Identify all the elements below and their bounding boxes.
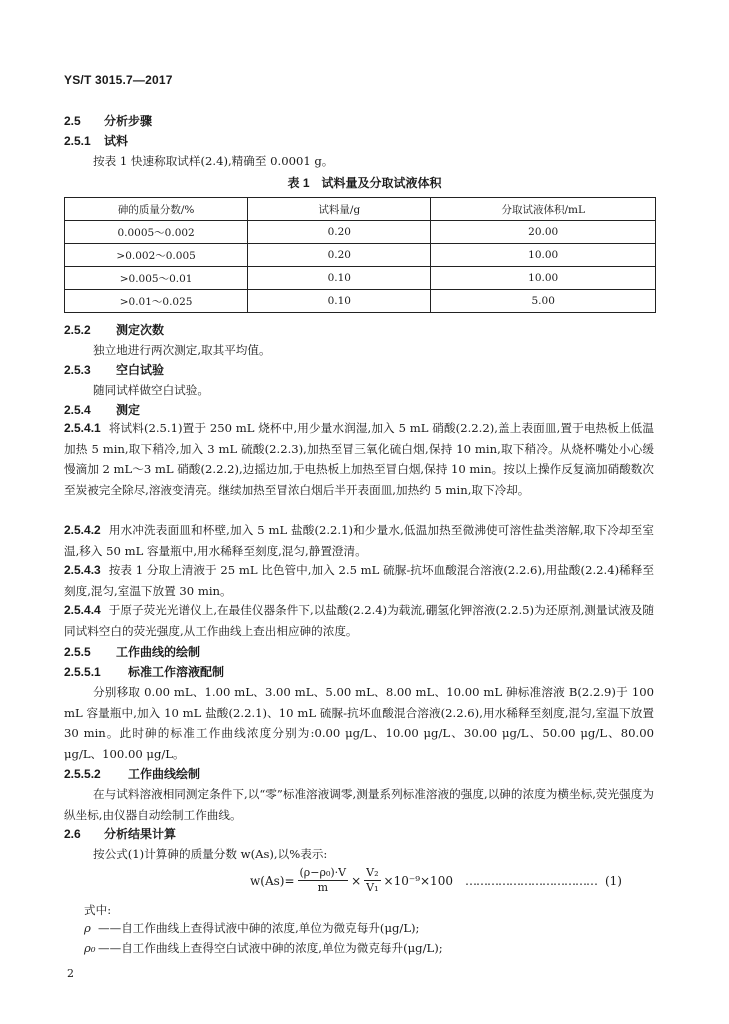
paragraph-2-5-4-3 (64, 560, 654, 601)
paragraph-number: 2.5.4.3 (64, 563, 101, 577)
table-cell: >0.002～0.005 (65, 244, 248, 267)
formula-times: × (351, 873, 362, 888)
section-2-5-5-2-text: 在与试料溶液相同测定条件下,以“零”标准溶液调零,测量系列标准溶液的强度,以砷的浓度为横坐标,荧光强度为纵坐标,由仪器自动绘制工作曲线。 (64, 787, 654, 822)
section-2-5-2-text: 独立地进行两次测定,取其平均值。 (93, 343, 271, 357)
table-header-cell: 试料量/g (248, 198, 431, 221)
fraction-numerator: V₂ (366, 866, 379, 879)
section-title: 分析结果计算 (104, 827, 177, 841)
paragraph-2-5-4-1 (64, 418, 654, 500)
table-cell: 0.20 (248, 244, 431, 267)
table-cell: 20.00 (431, 221, 656, 244)
section-number: 2.5.5 (64, 645, 91, 659)
paragraph-number: 2.5.4.1 (64, 421, 101, 435)
fraction-numerator: (ρ−ρ₀)·V (299, 866, 347, 879)
table-cell: 0.10 (248, 267, 431, 290)
paragraph-text: 于原子荧光光谱仪上,在最佳仪器条件下,以盐酸(2.2.4)为载流,硼氢化钾溶液(2.2.5)为还原剂,测量试液及随同试料空白的荧光强度,从工作曲线上查出相应砷的浓度。 (64, 603, 654, 638)
table-cell: >0.005～0.01 (65, 267, 248, 290)
formula-fraction-2 (364, 866, 380, 895)
formula-fraction-1 (298, 866, 349, 895)
table-cell: 10.00 (431, 244, 656, 267)
legend-item (84, 920, 419, 936)
section-2-6-text: 按公式(1)计算砷的质量分数 w(As),以%表示: (93, 847, 328, 861)
paragraph-number: 2.5.4.4 (64, 603, 101, 617)
table-header-cell: 砷的质量分数/% (65, 198, 248, 221)
table-row (65, 290, 656, 313)
standard-code: YS/T 3015.7—2017 (64, 73, 173, 87)
paragraph-text: 用水冲洗表面皿和杯壁,加入 5 mL 盐酸(2.2.1)和少量水,低温加热至微沸使可溶性盐类溶解,取下冷却至室温,移入 50 mL 容量瓶中,用水稀释至刻度,混匀,静置澄清。 (64, 523, 654, 558)
fraction-denominator: V₁ (366, 881, 379, 894)
section-number: 2.5.5.1 (64, 665, 101, 679)
table-header-row (65, 198, 656, 221)
legend-symbol: ρ₀ (84, 941, 96, 955)
table-cell: >0.01～0.025 (65, 290, 248, 313)
section-2-5-3-text: 随同试样做空白试验。 (93, 383, 209, 397)
section-2-5-5-heading (64, 644, 200, 660)
section-number: 2.6 (64, 827, 81, 841)
section-title: 测定 (116, 403, 141, 417)
table-cell: 0.20 (248, 221, 431, 244)
section-2-5-5-1-heading (64, 664, 224, 680)
section-2-6-heading (64, 826, 176, 842)
table-cell: 5.00 (431, 290, 656, 313)
paragraph-text: 按表 1 分取上清液于 25 mL 比色管中,加入 2.5 mL 硫脲-抗坏血酸混合溶液(2.2.6),用盐酸(2.2.4)稀释至刻度,混匀,室温下放置 30 min。 (64, 563, 654, 598)
paragraph-text: 将试料(2.5.1)置于 250 mL 烧杯中,用少量水润湿,加入 5 mL 硝酸(2.2.2),盖上表面皿,置于电热板上低温加热 5 min,取下稍冷,加入 3 mL 硫酸(2.2.3),加热至冒三氧化硫白烟,保持 10 min,取下稍冷。从烧杯嘴处小心缓慢滴加 2 mL～3 mL 硝酸(2.2.2),边摇边加,于电热板上加热至冒白烟,保持 10 min。按以上操作反复滴加硝酸数次至炭被完全除尽,溶液变清亮。继续加热至冒浓白烟后半开表面皿,加热约 5 min,取下冷却。 (64, 421, 654, 497)
paragraph-2-5-4-4 (64, 600, 654, 641)
section-title: 空白试验 (116, 363, 165, 377)
section-title: 试料 (104, 134, 129, 148)
section-number: 2.5.3 (64, 363, 91, 377)
section-2-5-1-text: 按表 1 快速称取试样(2.4),精确至 0.0001 g。 (93, 154, 334, 168)
formula-equation-number: (1) (604, 873, 622, 888)
fraction-denominator: m (317, 881, 329, 894)
paragraph-2-5-4-2 (64, 520, 654, 561)
section-number: 2.5 (64, 114, 81, 128)
page-number: 2 (67, 967, 74, 980)
section-2-5-5-1-text: 分别移取 0.00 mL、1.00 mL、3.00 mL、5.00 mL、8.00 mL、10.00 mL 砷标准溶液 B(2.2.9)于 100 mL 容量瓶中,加入 10 mL 盐酸(2.2.1)、10 mL 硫脲-抗坏血酸混合溶液(2.2.6),用水稀释至刻度,混匀,室温下放置 30 min。此时砷的标准工作曲线浓度分别为:0.00 μg/L、10.00 μg/L、30.00 μg/L、50.00 μg/L、80.00 μg/L、100.00 μg/L。 (64, 685, 654, 761)
table-cell: 0.0005～0.002 (65, 221, 248, 244)
table-1 (64, 197, 656, 313)
table-cell: 0.10 (248, 290, 431, 313)
section-title: 工作曲线的绘制 (116, 645, 201, 659)
table-row (65, 267, 656, 290)
legend-text: ——自工作曲线上查得空白试液中砷的浓度,单位为微克每升(μg/L); (98, 941, 443, 955)
section-number: 2.5.5.2 (64, 767, 101, 781)
legend-symbol: ρ (84, 921, 91, 935)
section-2-5-5-2-heading (64, 766, 200, 782)
section-title: 测定次数 (116, 323, 165, 337)
table-row (65, 244, 656, 267)
section-2-5-2-heading (64, 322, 164, 338)
formula-rest: ×10⁻⁹×100 (383, 873, 453, 888)
table-row (65, 221, 656, 244)
table-cell: 10.00 (431, 267, 656, 290)
section-2-5-heading (64, 113, 152, 129)
legend-item (84, 940, 443, 956)
paragraph-number: 2.5.4.2 (64, 523, 101, 537)
formula-leader-dots: ……………………………… (464, 873, 597, 888)
section-number: 2.5.1 (64, 134, 91, 148)
table-header-cell: 分取试液体积/mL (431, 198, 656, 221)
table-1-title: 表 1 试料量及分取试液体积 (287, 176, 442, 190)
section-title: 分析步骤 (104, 114, 153, 128)
formula-1 (250, 866, 622, 895)
legend-intro: 式中: (84, 903, 112, 917)
section-2-5-3-heading (64, 362, 164, 378)
legend-text: ——自工作曲线上查得试液中砷的浓度,单位为微克每升(μg/L); (98, 921, 420, 935)
section-2-5-1-heading (64, 133, 128, 149)
section-2-5-4-heading (64, 402, 140, 418)
formula-lhs: w(As)= (250, 873, 295, 888)
section-number: 2.5.2 (64, 323, 91, 337)
section-title: 工作曲线绘制 (128, 767, 201, 781)
section-title: 标准工作溶液配制 (128, 665, 225, 679)
section-number: 2.5.4 (64, 403, 91, 417)
